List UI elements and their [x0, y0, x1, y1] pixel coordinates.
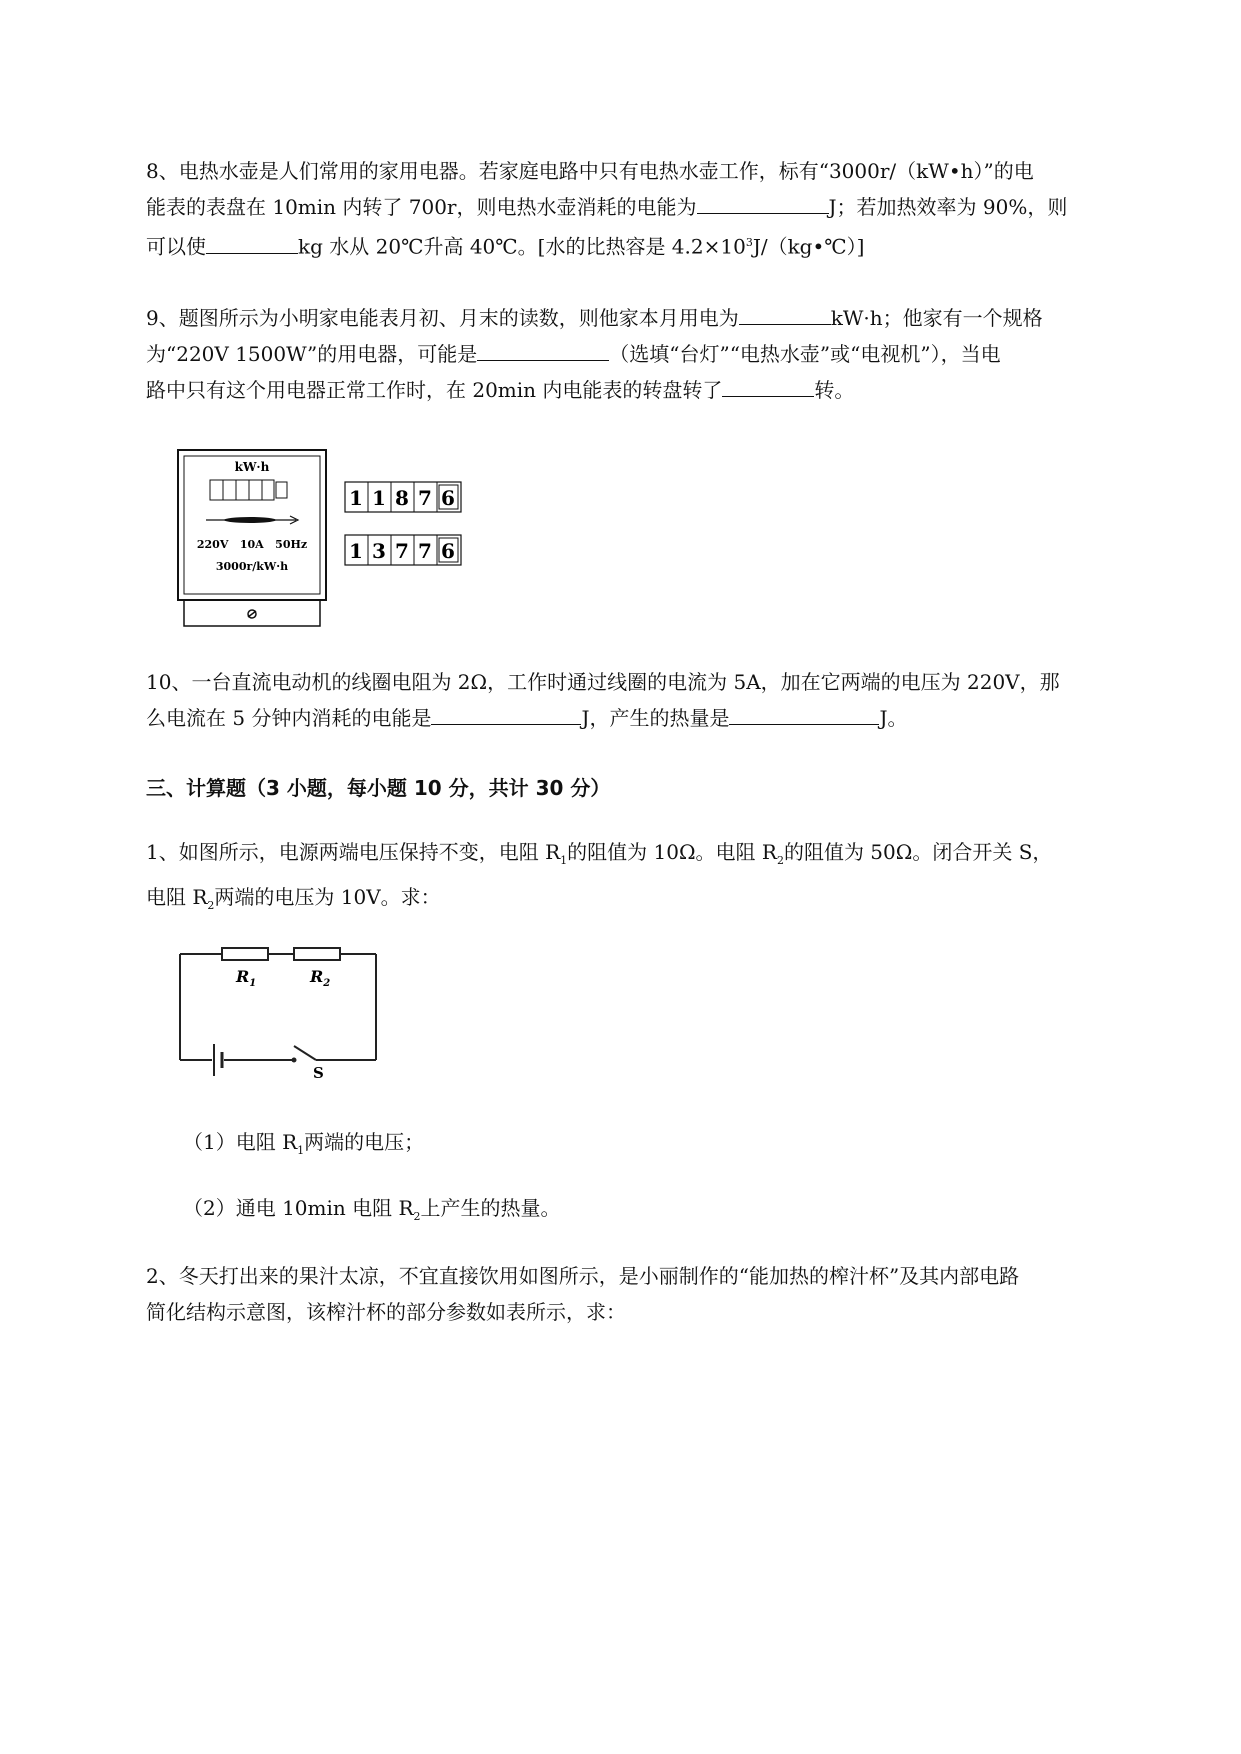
terminal-screw-icon [248, 610, 256, 618]
reading-digit: 6 [441, 486, 455, 510]
c2-line-1: 2、冬天打出来的果汁太凉，不宜直接饮用如图所示，是小丽制作的“能加热的榨汁杯”及其内部电路 [146, 1264, 1020, 1288]
q8-line-3: 可以使 kg 水从 20℃升高 40℃。[水的比热容是 $4.2\times 10^3J/(kg•℃)$] [146, 234, 865, 259]
circuit-diagram [176, 940, 386, 1080]
c2-line-2: 简化结构示意图，该榨汁杯的部分参数如表所示，求： [146, 1300, 626, 1324]
switch-label: S [313, 1064, 324, 1080]
battery-icon [214, 1044, 222, 1076]
switch-pivot [292, 1058, 297, 1063]
q9-line-2: 为“220V 1500W”的用电器，可能是 （选填“台灯”“电热水壶”或“电视机”），当电 [146, 342, 1001, 366]
r2-label: $R_2$ [310, 967, 331, 989]
q8-line-2: 能表的表盘在 10min 内转了 700r，则电热水壶消耗的电能为 J；若加热效率为 90%，则 [146, 195, 1068, 219]
answer-blank[interactable] [206, 233, 298, 254]
q9-line-1: 9、题图所示为小明家电能表月初、月末的读数，则他家本月用电为 kW·h；他家有一个规格 [146, 306, 1043, 330]
answer-blank[interactable] [729, 704, 879, 725]
answer-blank[interactable] [697, 193, 829, 214]
reading-digit: 6 [441, 539, 455, 563]
rotating-disc-icon [206, 516, 298, 524]
meter-reading-end [345, 535, 461, 565]
reading-digit: 8 [395, 486, 409, 510]
reading-digit: 3 [372, 539, 386, 563]
reading-digit: 1 [372, 486, 386, 510]
reading-digit: 1 [349, 539, 363, 563]
q10-line-2: 么电流在 5 分钟内消耗的电能是 J，产生的热量是 J。 [146, 706, 908, 730]
q9-line-3: 路中只有这个用电器正常工作时，在 20min 内电能表的转盘转了 转。 [146, 378, 855, 402]
meter-unit: kW·h [234, 460, 270, 474]
section-3-heading: 三、计算题（3 小题，每小题 10 分，共计 30 分） [146, 776, 611, 800]
calc-question-1-sub-1: （1）电阻 $R_1$两端的电压； [183, 1130, 425, 1157]
reading-digit: 7 [418, 486, 432, 510]
meter-reading-start [345, 482, 461, 512]
q10-line-1: 10、一台直流电动机的线圈电阻为 2Ω，工作时通过线圈的电流为 5A，加在它两端的电压为 220V，那 [146, 670, 1060, 694]
question-8 [146, 153, 1146, 265]
answer-blank[interactable] [722, 376, 814, 397]
meter-rate: 3000r/kW·h [215, 560, 289, 573]
meter-spec: 220V 10A 50Hz [196, 538, 308, 551]
meter-face [184, 456, 320, 594]
reading-digit: 7 [418, 539, 432, 563]
calc-question-1 [146, 834, 1146, 924]
resistor-r1 [222, 948, 268, 960]
reading-digit: 1 [349, 486, 363, 510]
reading-digit: 7 [395, 539, 409, 563]
c1-line-2: 电阻 $R_2$两端的电压为 10V。求： [146, 885, 441, 912]
resistor-r2 [294, 948, 340, 960]
answer-blank[interactable] [431, 704, 581, 725]
calc-question-2 [146, 1258, 1146, 1330]
q8-line-1: 8、电热水壶是人们常用的家用电器。若家庭电路中只有电热水壶工作，标有“3000r/（kW•h）”的电 [146, 159, 1034, 183]
calc-question-1-sub-2: （2）通电 10min 电阻 $R_2$上产生的热量。 [183, 1196, 561, 1223]
r1-label: $R_1$ [236, 967, 257, 989]
c1-line-1: 1、如图所示，电源两端电压保持不变，电阻 $R_1$的阻值为 10Ω。电阻 $R_2$的阻值为 50Ω。闭合开关 S， [146, 840, 1053, 867]
question-9 [146, 300, 1146, 408]
question-10 [146, 664, 1146, 736]
meter-dial-window [210, 480, 287, 500]
answer-blank[interactable] [477, 340, 609, 361]
meter-base [184, 600, 320, 626]
electricity-meter-figure [176, 448, 476, 628]
answer-blank[interactable] [739, 304, 831, 325]
